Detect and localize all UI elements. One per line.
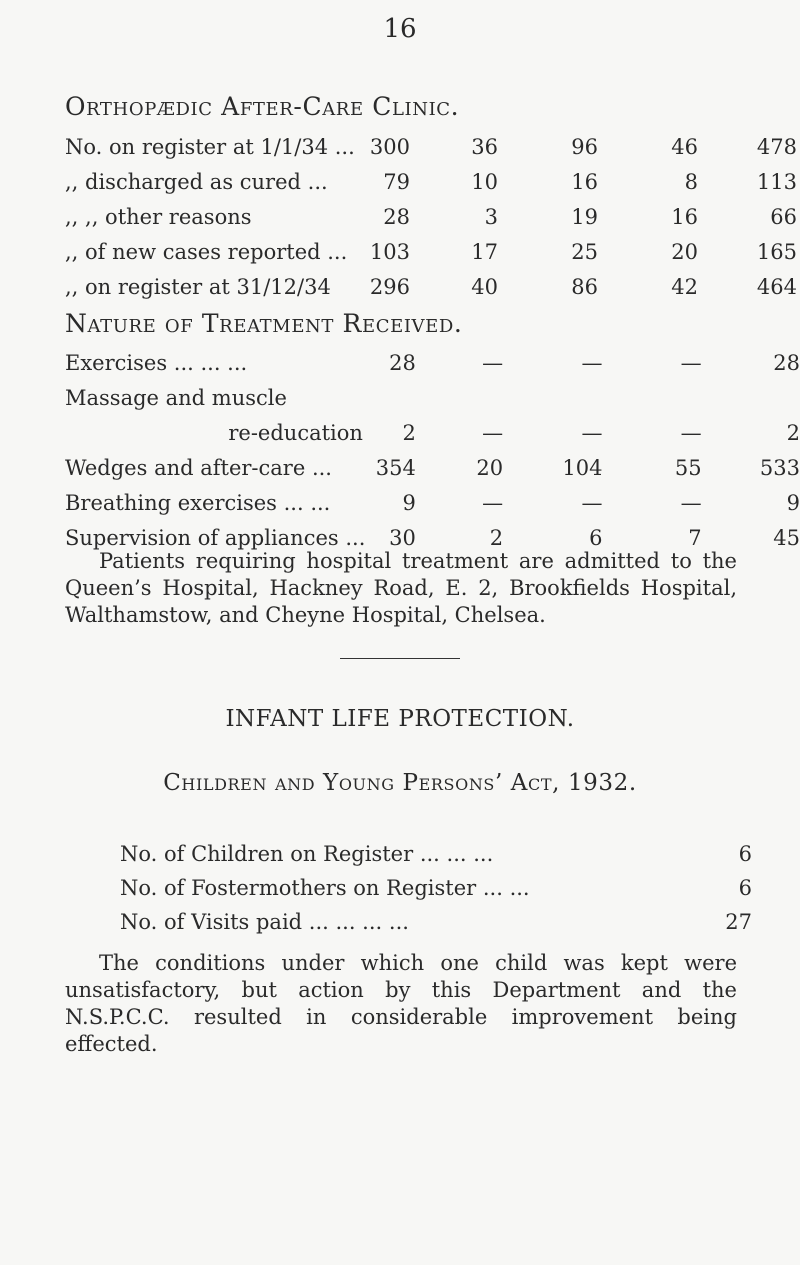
cell: — [482, 350, 504, 375]
page-number: 16 [383, 14, 417, 44]
cell: 25 [571, 239, 598, 264]
row-label: ,, on register at 31/12/34 [65, 274, 331, 299]
cell: 20 [671, 239, 698, 264]
table-row [65, 345, 800, 380]
stat-value: 6 [738, 842, 752, 866]
row-label: Supervision of appliances ... [65, 525, 366, 550]
cell: 30 [389, 525, 416, 550]
hospital-note: Patients requiring hospital treatment are admitted to the Queen’s Hospital, Hackney Road, E. 2, Brookfields Hospital, Walthamstow, and Cheyne Hospital, Chelsea. [65, 549, 737, 627]
row-label: Wedges and after-care ... [65, 455, 332, 480]
cell: 113 [756, 169, 797, 194]
cell: 6 [589, 525, 603, 550]
cell: 7 [688, 525, 702, 550]
table-row [65, 164, 797, 199]
cell: 28 [383, 204, 410, 229]
row-label: Massage and muscle [65, 385, 287, 410]
row-label: Exercises ... ... ... [65, 350, 248, 375]
table-row [65, 415, 800, 450]
table-row [65, 485, 800, 520]
cell: 28 [389, 350, 416, 375]
cell: 464 [756, 274, 797, 299]
cell: 42 [671, 274, 698, 299]
cell: 533 [759, 455, 800, 480]
cell: — [581, 420, 603, 445]
cell: — [482, 420, 504, 445]
stat-value: 6 [738, 876, 752, 900]
cell: — [680, 490, 702, 515]
cell: 478 [756, 134, 797, 159]
infant-subtitle: Children and Young Persons’ Act, 1932. [163, 770, 637, 796]
row-label: ,, of new cases reported ... [65, 239, 348, 264]
row-label: re-education [228, 420, 363, 445]
cell: 45 [773, 525, 800, 550]
cell: 16 [571, 169, 598, 194]
treatment-table [65, 345, 800, 555]
treatment-title: Nature of Treatment Received. [65, 309, 463, 338]
cell: 2 [786, 420, 800, 445]
cell: 46 [671, 134, 698, 159]
cell: 20 [476, 455, 504, 480]
stat-label: No. of Fostermothers on Register ... ... [120, 876, 530, 900]
cell: 28 [773, 350, 800, 375]
cell: 10 [471, 169, 498, 194]
cell: 8 [684, 169, 698, 194]
cell: 17 [471, 239, 498, 264]
cell: 19 [571, 204, 598, 229]
cell: 16 [671, 204, 698, 229]
list-item [120, 905, 752, 939]
cell: 296 [369, 274, 410, 299]
divider [340, 658, 460, 659]
cell: 354 [375, 455, 416, 480]
cell: — [680, 420, 702, 445]
row-label: No. on register at 1/1/34 ... [65, 134, 355, 159]
list-item [120, 837, 752, 871]
cell: 9 [402, 490, 416, 515]
cell: — [581, 490, 603, 515]
cell: 103 [369, 239, 410, 264]
table-row [65, 380, 800, 415]
cell [371, 380, 416, 415]
cell: — [581, 350, 603, 375]
cell: 86 [571, 274, 598, 299]
cell: 79 [383, 169, 410, 194]
cell: 66 [770, 204, 797, 229]
clinic-title: Orthopædic After-Care Clinic. [65, 92, 460, 121]
stat-label: No. of Children on Register ... ... ... [120, 842, 494, 866]
cell: — [482, 490, 504, 515]
cell: 3 [484, 204, 498, 229]
cell: 104 [562, 455, 603, 480]
cell: 96 [571, 134, 598, 159]
row-label: ,, discharged as cured ... [65, 169, 328, 194]
cell: 300 [369, 134, 410, 159]
cell: 9 [786, 490, 800, 515]
table-row [65, 269, 797, 304]
row-label: ,, ,, other reasons [65, 204, 252, 229]
cell: 2 [402, 420, 416, 445]
table-row [65, 199, 797, 234]
infant-stats [120, 837, 752, 939]
table-row [65, 450, 800, 485]
cell: 36 [471, 134, 498, 159]
list-item [120, 871, 752, 905]
cell [602, 380, 701, 415]
table-row [65, 234, 797, 269]
row-label: Breathing exercises ... ... [65, 490, 331, 515]
infant-title: INFANT LIFE PROTECTION. [225, 706, 575, 732]
cell: 165 [756, 239, 797, 264]
cell: 55 [674, 455, 702, 480]
cell [503, 380, 602, 415]
cell [416, 380, 503, 415]
stat-value: 27 [725, 910, 752, 934]
stat-label: No. of Visits paid ... ... ... ... [120, 910, 409, 934]
cell: 2 [489, 525, 504, 550]
cell: 40 [471, 274, 498, 299]
table-row [65, 129, 797, 164]
infant-note: The conditions under which one child was kept were unsatisfactory, but action by this Department and the N.S.P.C.C. resulted in considerable improvement being effected. [65, 951, 737, 1056]
cell: — [680, 350, 702, 375]
clinic-table [65, 129, 797, 304]
cell [702, 380, 800, 415]
